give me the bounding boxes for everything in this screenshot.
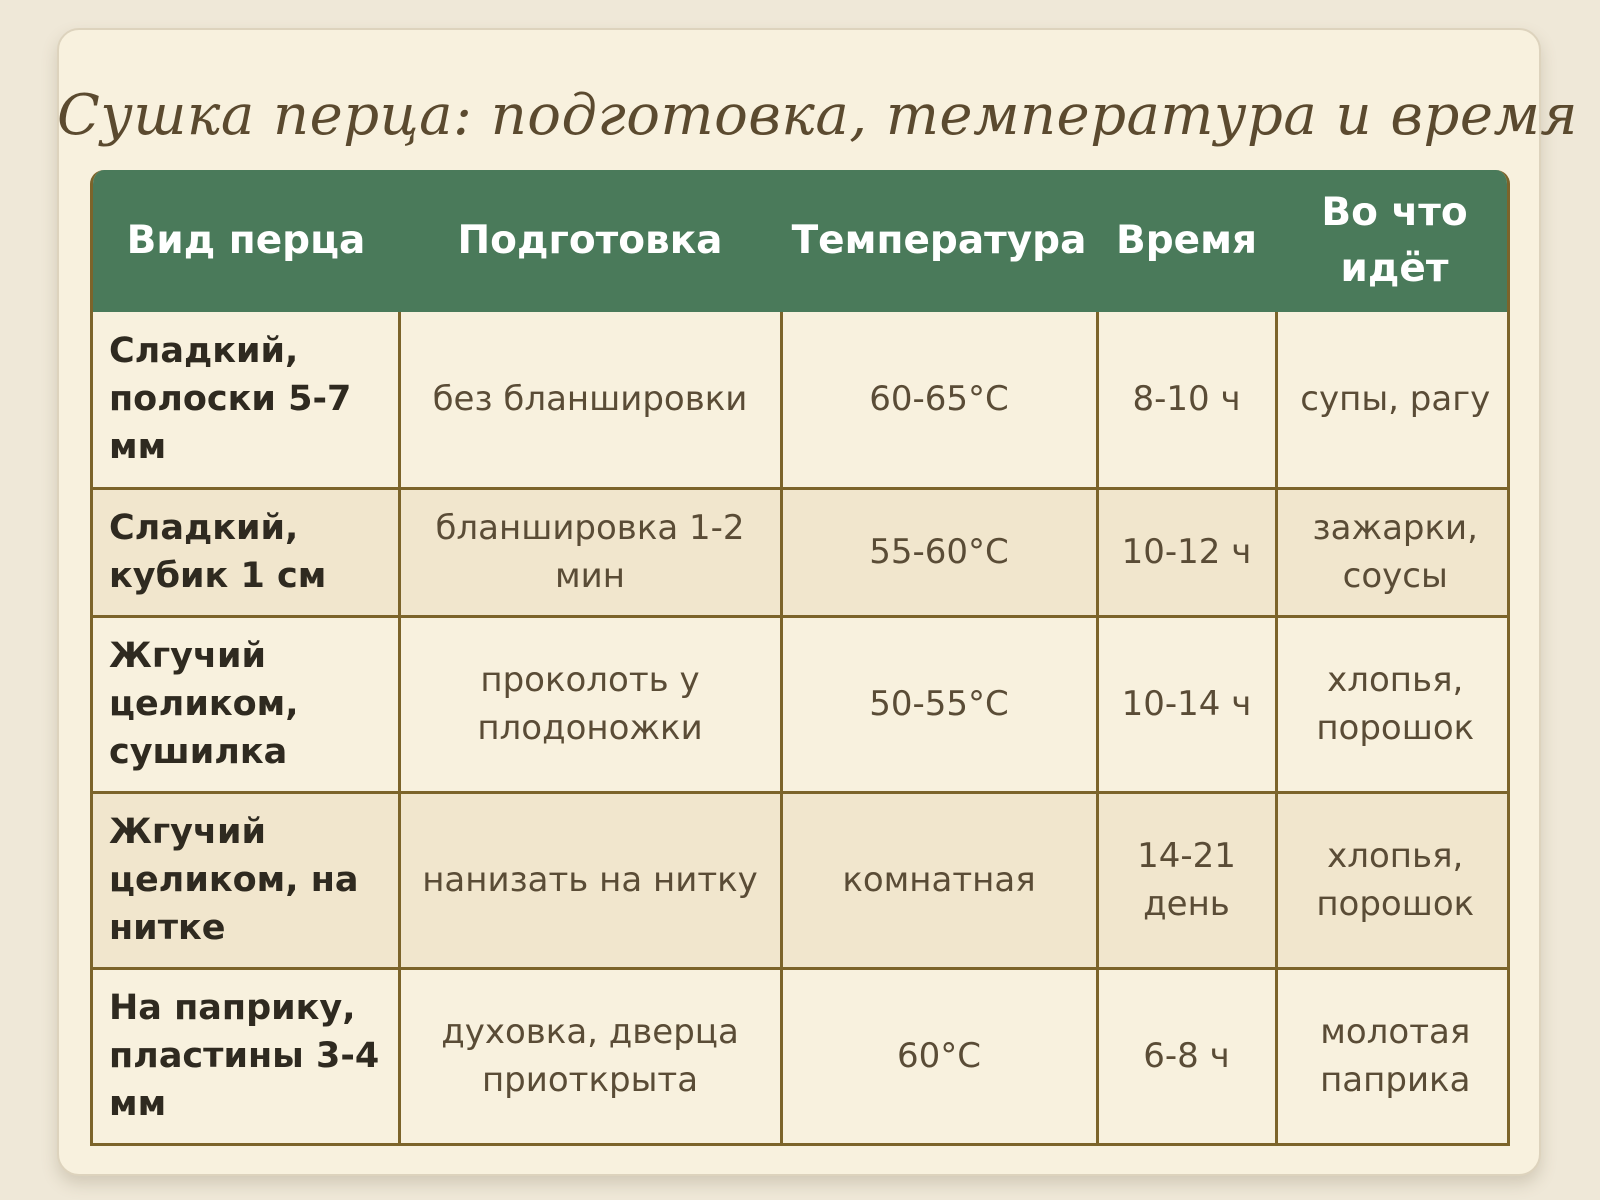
table-row (93, 488, 1510, 616)
cell-time: 10-12 ч (1097, 488, 1276, 616)
cell-usage: супы, рагу (1276, 312, 1510, 488)
cell-usage: хлопья, порошок (1276, 792, 1510, 968)
cell-preparation: духовка, дверца приоткрыта (399, 968, 781, 1143)
cell-preparation: проколоть у плодоножки (399, 616, 781, 792)
cell-temperature: 60-65°C (781, 312, 1097, 488)
pepper-drying-table (90, 170, 1510, 1146)
cell-pepper-type: Жгучий целиком, сушилка (93, 616, 399, 792)
cell-time: 14-21 день (1097, 792, 1276, 968)
cell-usage: молотая паприка (1276, 968, 1510, 1143)
cell-temperature: комнатная (781, 792, 1097, 968)
cell-preparation: бланшировка 1-2 мин (399, 488, 781, 616)
table-row (93, 312, 1510, 488)
cell-preparation: без бланшировки (399, 312, 781, 488)
table-row (93, 792, 1510, 968)
cell-time: 8-10 ч (1097, 312, 1276, 488)
header-preparation: Подготовка (399, 170, 781, 312)
table-header-row (93, 170, 1510, 312)
header-temperature: Температура (781, 170, 1097, 312)
cell-pepper-type: Сладкий, полоски 5-7 мм (93, 312, 399, 488)
cell-pepper-type: Сладкий, кубик 1 см (93, 488, 399, 616)
header-time: Время (1097, 170, 1276, 312)
header-usage: Во что идёт (1276, 170, 1510, 312)
table-row (93, 616, 1510, 792)
cell-usage: зажарки, соусы (1276, 488, 1510, 616)
page-title: Сушка перца: подготовка, температура и время (57, 83, 1579, 148)
cell-pepper-type: На паприку, пластины 3-4 мм (93, 968, 399, 1143)
drying-table (93, 170, 1510, 1143)
cell-time: 10-14 ч (1097, 616, 1276, 792)
cell-pepper-type: Жгучий целиком, на нитке (93, 792, 399, 968)
cell-preparation: нанизать на нитку (399, 792, 781, 968)
cell-usage: хлопья, порошок (1276, 616, 1510, 792)
cell-temperature: 60°C (781, 968, 1097, 1143)
table-row (93, 968, 1510, 1143)
header-pepper-type: Вид перца (93, 170, 399, 312)
cell-temperature: 55-60°C (781, 488, 1097, 616)
cell-time: 6-8 ч (1097, 968, 1276, 1143)
cell-temperature: 50-55°C (781, 616, 1097, 792)
